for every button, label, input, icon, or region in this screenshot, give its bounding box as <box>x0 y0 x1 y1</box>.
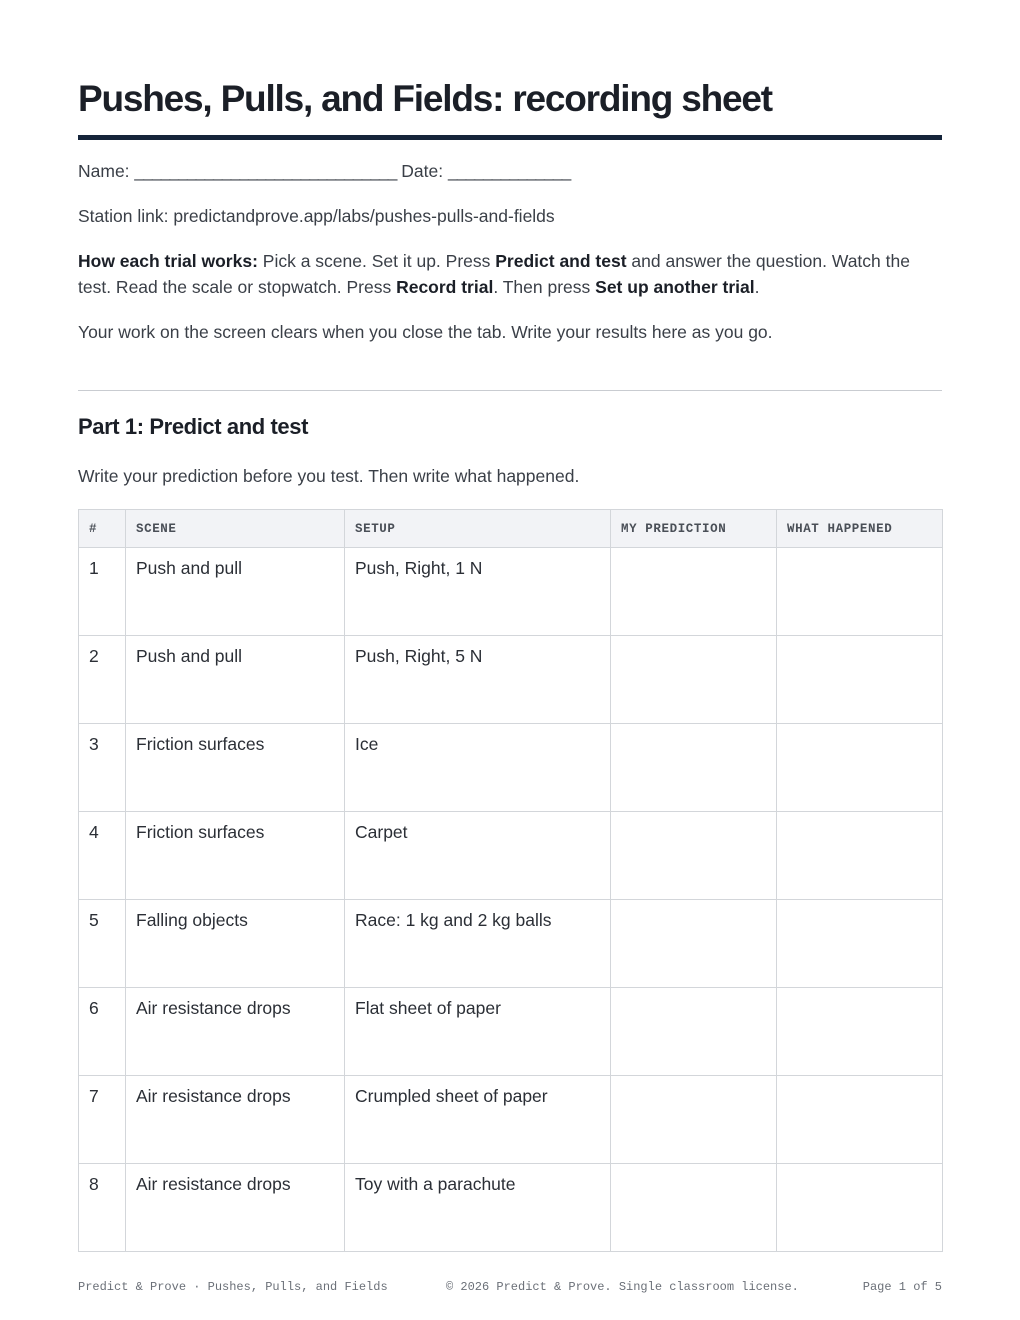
setup-cell: Carpet <box>345 812 611 900</box>
title-rule <box>78 135 942 140</box>
scene-cell: Push and pull <box>126 636 345 724</box>
part1-heading: Part 1: Predict and test <box>78 414 309 439</box>
footer-page-number: Page 1 of 5 <box>862 1280 942 1294</box>
page-title: Pushes, Pulls, and Fields: recording sheet <box>78 78 772 119</box>
name-label: Name: <box>78 161 130 181</box>
col-header-prediction: MY PREDICTION <box>611 510 777 548</box>
part1-intro: Write your prediction before you test. Then write what happened. <box>78 466 580 486</box>
table-row <box>79 724 943 812</box>
setup-cell: Push, Right, 5 N <box>345 636 611 724</box>
station-link: Station link: predictandprove.app/labs/pushes-pulls-and-fields <box>78 206 555 226</box>
scene-cell: Friction surfaces <box>126 812 345 900</box>
table-row <box>79 1076 943 1164</box>
table-row <box>79 812 943 900</box>
scene-cell: Air resistance drops <box>126 1164 345 1252</box>
col-header-number: # <box>79 510 126 548</box>
col-header-scene: SCENE <box>126 510 345 548</box>
prediction-cell <box>611 812 777 900</box>
setup-cell: Toy with a parachute <box>345 1164 611 1252</box>
what-happened-cell <box>777 548 943 636</box>
table-row <box>79 900 943 988</box>
what-happened-cell <box>777 724 943 812</box>
instructions-lead: How each trial works: <box>78 251 258 271</box>
setup-cell: Ice <box>345 724 611 812</box>
date-label: Date: <box>401 161 444 181</box>
setup-cell: Push, Right, 1 N <box>345 548 611 636</box>
record-trial-term: Record trial <box>396 277 494 297</box>
prediction-cell <box>611 900 777 988</box>
table-row <box>79 636 943 724</box>
predict-and-test-term: Predict and test <box>495 251 627 271</box>
row-number: 7 <box>79 1076 126 1164</box>
prediction-cell <box>611 724 777 812</box>
instructions-text-3: . Then press <box>493 277 596 297</box>
table-row <box>79 988 943 1076</box>
table-header-row <box>79 510 943 548</box>
row-number: 6 <box>79 988 126 1076</box>
date-blank: ______________ <box>447 161 571 181</box>
table-row <box>79 548 943 636</box>
table-row <box>79 1164 943 1252</box>
prediction-cell <box>611 1164 777 1252</box>
name-date-line <box>78 158 942 184</box>
scene-cell: Friction surfaces <box>126 724 345 812</box>
footer-left: Predict & Prove · Pushes, Pulls, and Fields <box>78 1280 388 1294</box>
scene-cell: Falling objects <box>126 900 345 988</box>
what-happened-cell <box>777 900 943 988</box>
instructions-text-1: Pick a scene. Set it up. Press <box>257 251 496 271</box>
clear-note: Your work on the screen clears when you close the tab. Write your results here as you go. <box>78 322 773 342</box>
set-up-another-trial-term: Set up another trial <box>595 277 755 297</box>
row-number: 2 <box>79 636 126 724</box>
what-happened-cell <box>777 1164 943 1252</box>
instructions-text-2: and answer the question. Watch the test. Read the scale or stopwatch. Press <box>78 251 910 297</box>
what-happened-cell <box>777 988 943 1076</box>
section-divider <box>78 390 942 391</box>
row-number: 8 <box>79 1164 126 1252</box>
footer-center: © 2026 Predict & Prove. Single classroom license. <box>446 1280 799 1294</box>
instructions <box>78 248 942 300</box>
row-number: 4 <box>79 812 126 900</box>
row-number: 5 <box>79 900 126 988</box>
scene-cell: Air resistance drops <box>126 1076 345 1164</box>
scene-cell: Air resistance drops <box>126 988 345 1076</box>
setup-cell: Flat sheet of paper <box>345 988 611 1076</box>
row-number: 3 <box>79 724 126 812</box>
name-blank: ______________________________ <box>134 161 397 181</box>
scene-cell: Push and pull <box>126 548 345 636</box>
what-happened-cell <box>777 812 943 900</box>
instructions-text-4: . <box>754 277 760 297</box>
prediction-cell <box>611 548 777 636</box>
col-header-setup: SETUP <box>345 510 611 548</box>
col-header-what-happened: WHAT HAPPENED <box>777 510 943 548</box>
prediction-cell <box>611 988 777 1076</box>
what-happened-cell <box>777 1076 943 1164</box>
trial-table <box>78 509 943 1252</box>
what-happened-cell <box>777 636 943 724</box>
prediction-cell <box>611 1076 777 1164</box>
setup-cell: Crumpled sheet of paper <box>345 1076 611 1164</box>
prediction-cell <box>611 636 777 724</box>
row-number: 1 <box>79 548 126 636</box>
setup-cell: Race: 1 kg and 2 kg balls <box>345 900 611 988</box>
